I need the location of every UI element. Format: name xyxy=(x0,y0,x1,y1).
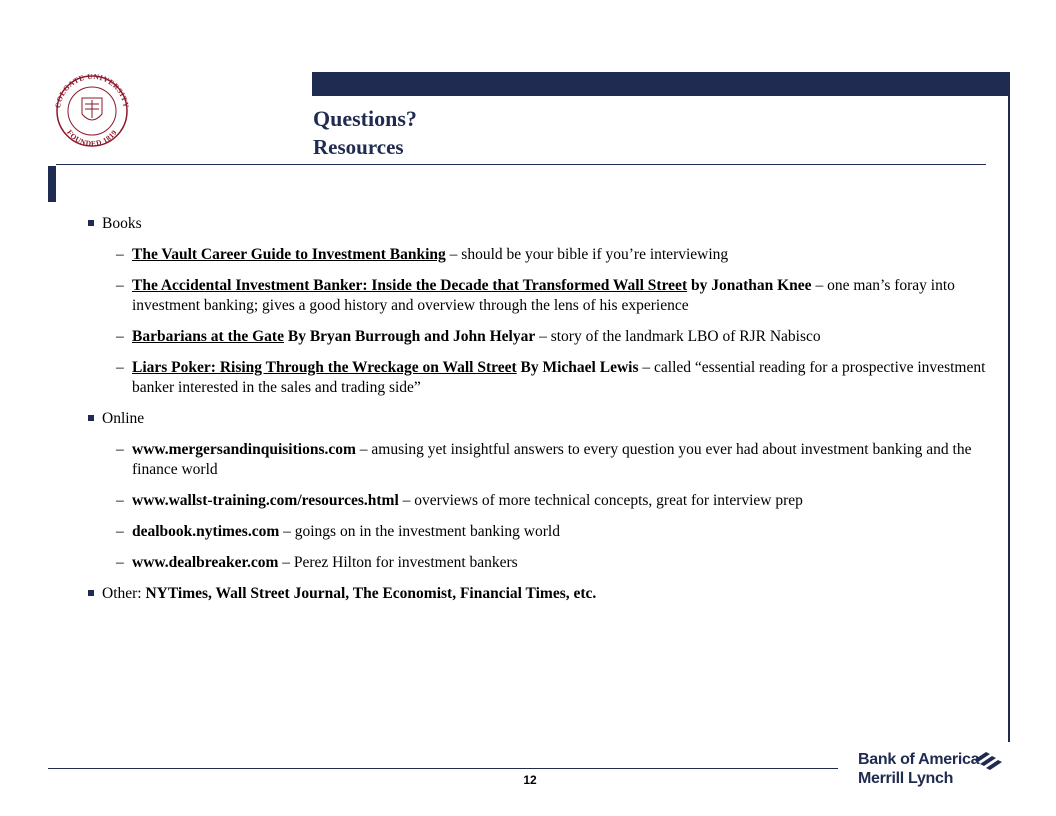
boa-flag-icon xyxy=(972,750,1006,772)
right-rule xyxy=(1008,72,1010,742)
logo-line-1: Bank of America xyxy=(858,751,980,768)
colgate-seal-icon xyxy=(44,74,140,148)
square-bullet-icon xyxy=(88,415,94,421)
site-link[interactable]: www.wallst-training.com/resources.html xyxy=(132,492,399,509)
bank-logo xyxy=(858,750,1008,790)
seal-bottom-text: FOUNDED 1819 xyxy=(65,127,119,148)
other-sources: NYTimes, Wall Street Journal, The Economist, Financial Times, etc. xyxy=(145,585,597,602)
book-author: by Jonathan Knee xyxy=(687,277,812,294)
section-label: Books xyxy=(102,215,142,232)
seal-top-text: COLGATE UNIVERSITY xyxy=(53,74,131,109)
section-other xyxy=(88,584,988,604)
header-rule xyxy=(56,164,986,165)
site-desc: – goings on in the investment banking world xyxy=(279,523,560,540)
list-item: – The Accidental Investment Banker: Inside the Decade that Transformed Wall Street by Jonathan Knee – one man’s foray into investment banking; gives a good history and overview through the lens of his experience xyxy=(116,277,955,314)
list-item: – www.mergersandinquisitions.com – amusing yet insightful answers to every question you ever had about investment banking and the finance world xyxy=(116,441,972,478)
site-link[interactable]: www.dealbreaker.com xyxy=(132,554,279,571)
list-item: – dealbook.nytimes.com – goings on in the investment banking world xyxy=(116,523,560,540)
header-bar xyxy=(312,72,1009,96)
site-link[interactable]: dealbook.nytimes.com xyxy=(132,523,280,540)
page-title: Questions? xyxy=(313,106,417,131)
book-desc: – story of the landmark LBO of RJR Nabisco xyxy=(535,328,821,345)
site-desc: – Perez Hilton for investment bankers xyxy=(278,554,518,571)
list-item: – Liars Poker: Rising Through the Wreckage on Wall Street By Michael Lewis – called “essential reading for a prospective investment banker interested in the sales and trading side” xyxy=(116,359,986,396)
site-desc: – overviews of more technical concepts, great for interview prep xyxy=(398,492,803,509)
section-label: Other: xyxy=(102,585,142,602)
site-link[interactable]: www.mergersandinquisitions.com xyxy=(132,441,356,458)
book-author: By Michael Lewis xyxy=(516,359,639,376)
section-books xyxy=(88,214,988,234)
book-desc: – should be your bible if you’re interviewing xyxy=(445,246,729,263)
book-author: By Bryan Burrough and John Helyar xyxy=(283,328,536,345)
list-item: – www.dealbreaker.com – Perez Hilton for investment bankers xyxy=(116,554,518,571)
list-item: – Barbarians at the Gate By Bryan Burrough and John Helyar – story of the landmark LBO of RJR Nabisco xyxy=(116,328,821,345)
list-item: – www.wallst-training.com/resources.html – overviews of more technical concepts, great for interview prep xyxy=(116,492,803,509)
left-accent-block xyxy=(48,166,56,202)
content-area xyxy=(88,214,988,615)
site-desc: – amusing yet insightful answers to every question you ever had about investment banking and the finance world xyxy=(132,441,972,478)
book-title: The Accidental Investment Banker: Inside the Decade that Transformed Wall Street xyxy=(132,277,688,294)
page-subtitle: Resources xyxy=(313,135,404,159)
book-title: Barbarians at the Gate xyxy=(132,328,284,345)
page-number: 12 xyxy=(523,773,537,787)
list-item: – The Vault Career Guide to Investment Banking – should be your bible if you’re interviewing xyxy=(116,246,729,263)
book-desc: – called “essential reading for a prospective investment banker interested in the sales and trading side” xyxy=(132,359,986,396)
book-desc: – one man’s foray into investment banking; gives a good history and overview through the lens of his experience xyxy=(132,277,955,314)
footer-rule xyxy=(48,768,838,769)
section-label: Online xyxy=(102,410,145,427)
book-title: Liars Poker: Rising Through the Wreckage on Wall Street xyxy=(132,359,517,376)
section-online xyxy=(88,409,988,429)
square-bullet-icon xyxy=(88,220,94,226)
book-title: The Vault Career Guide to Investment Banking xyxy=(132,246,446,263)
svg-text:FOUNDED 1819 xyxy=(65,128,119,148)
square-bullet-icon xyxy=(88,590,94,596)
logo-line-2: Merrill Lynch xyxy=(858,770,954,787)
